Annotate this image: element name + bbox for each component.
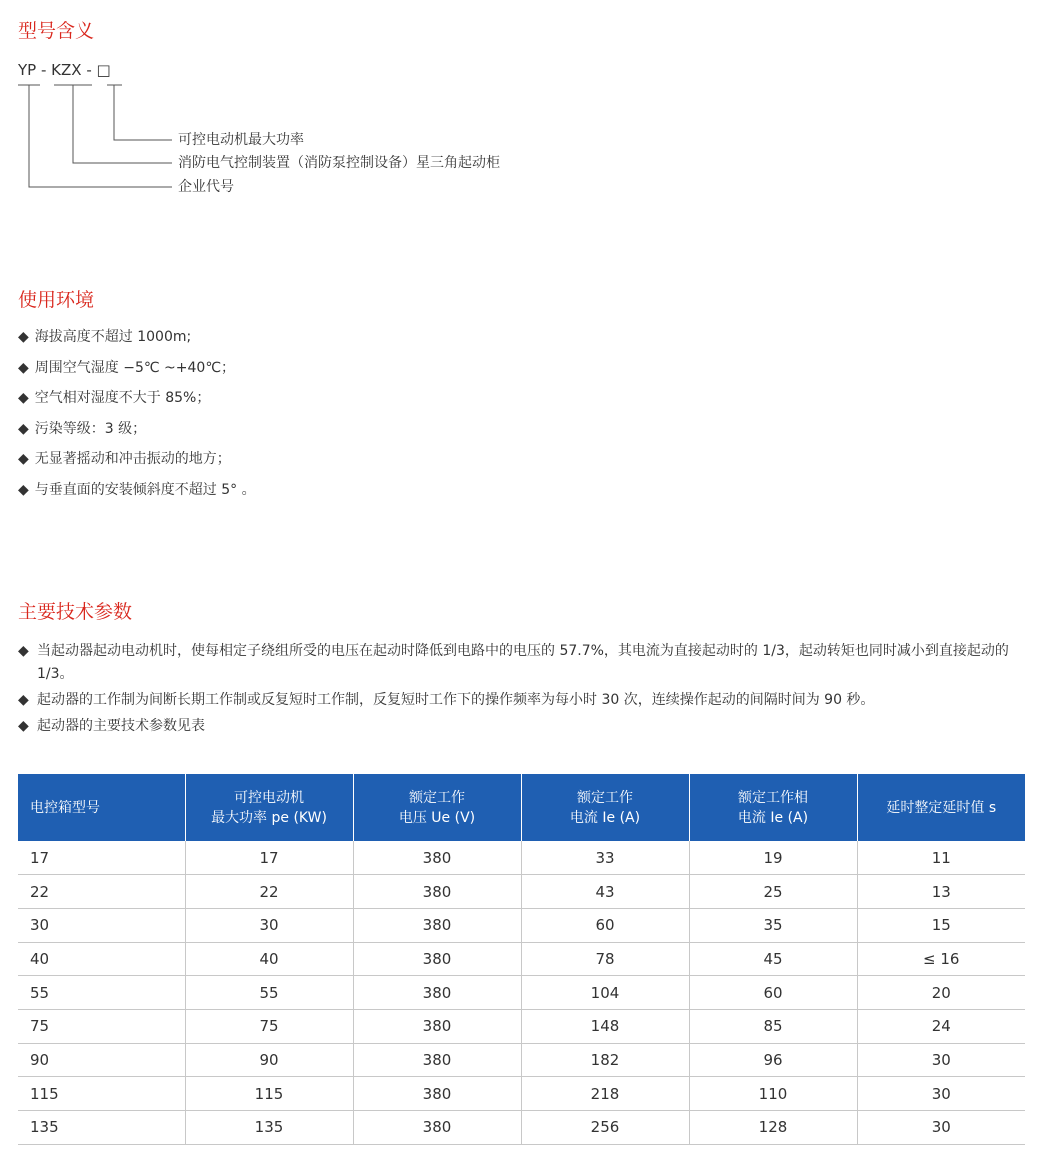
label-company-code: 企业代号 [178, 179, 234, 195]
environment-list [18, 328, 256, 511]
table-cell: 30 [857, 1077, 1025, 1111]
table-cell: 115 [185, 1077, 353, 1111]
model-code-diagram [0, 0, 1044, 240]
header-max-power [185, 774, 353, 841]
tech-params-list [18, 640, 1030, 741]
table-row [18, 908, 1025, 942]
list-item [18, 715, 1030, 738]
list-item [18, 359, 256, 390]
header-text: 电控箱型号 [30, 799, 100, 816]
table-body [18, 841, 1025, 1144]
table-cell: 135 [18, 1111, 185, 1145]
list-item-text: 空气相对湿度不大于 85%； [34, 390, 211, 406]
environment-title: 使用环境 [18, 289, 95, 311]
list-item-text: 周围空气湿度 −5℃ ~+40℃； [34, 359, 236, 376]
table-cell: 25 [689, 875, 857, 909]
list-item [18, 420, 256, 451]
table-row [18, 976, 1025, 1010]
table-cell: 11 [857, 841, 1025, 875]
header-text: 最大功率 pe (KW) [211, 809, 327, 826]
table-cell: 75 [18, 1009, 185, 1043]
table-cell: 128 [689, 1111, 857, 1145]
table-cell: 96 [689, 1043, 857, 1077]
list-item [18, 640, 1030, 686]
list-item [18, 481, 256, 512]
table-cell: 380 [353, 908, 521, 942]
bullet-icon: ◆ [18, 692, 29, 708]
header-text: 电流 Ie (A) [569, 809, 641, 826]
table-cell: 90 [185, 1043, 353, 1077]
table-cell: 19 [689, 841, 857, 875]
table-cell: 30 [857, 1043, 1025, 1077]
table-cell: 380 [353, 976, 521, 1010]
table-cell: 110 [689, 1077, 857, 1111]
header-text: 可控电动机 [234, 789, 304, 806]
bullet-icon: ◆ [18, 390, 29, 406]
table-cell: 218 [521, 1077, 689, 1111]
header-delay-setting [857, 774, 1025, 841]
header-text: 额定工作 [577, 789, 633, 806]
list-item-text: 污染等级：3 级； [34, 420, 147, 437]
table-cell: 17 [18, 841, 185, 875]
list-item-text: 起动器的工作制为间断长期工作制或反复短时工作制，反复短时工作下的操作频率为每小时 30 次，连续操作起动的间隔时间为 90 秒。 [37, 692, 875, 708]
table-row [18, 942, 1025, 976]
list-item-text: 海拔高度不超过 1000m; [34, 329, 192, 345]
table-cell: 40 [18, 942, 185, 976]
table-cell: 30 [185, 908, 353, 942]
model-code-part: - [36, 61, 52, 79]
table-cell: 256 [521, 1111, 689, 1145]
table-cell: 22 [185, 875, 353, 909]
table-cell: 35 [689, 908, 857, 942]
model-meaning-title: 型号含义 [18, 20, 95, 42]
header-text: 电流 Ie (A) [737, 809, 809, 826]
model-code-part: KZX [51, 61, 82, 79]
table-cell: 15 [857, 908, 1025, 942]
table-cell: 30 [18, 908, 185, 942]
header-rated-current [521, 774, 689, 841]
list-item [18, 389, 256, 420]
model-code-part: - [81, 61, 97, 79]
list-item-text: 与垂直面的安装倾斜度不超过 5° 。 [34, 481, 256, 498]
bullet-icon: ◆ [18, 481, 29, 498]
model-code-part: YP [18, 61, 37, 79]
table-cell: 104 [521, 976, 689, 1010]
table-header-row [18, 774, 1025, 841]
table-cell: 90 [18, 1043, 185, 1077]
header-text: 电压 Ue (V) [398, 809, 476, 826]
table-cell: 33 [521, 841, 689, 875]
table-cell: 148 [521, 1009, 689, 1043]
bullet-icon: ◆ [18, 359, 29, 376]
list-item-text: 无显著摇动和冲击振动的地方； [34, 451, 231, 467]
table-row [18, 1043, 1025, 1077]
tech-params-title: 主要技术参数 [18, 601, 133, 623]
leader-company [29, 85, 172, 187]
header-text: 额定工作 [409, 789, 465, 806]
leader-device [73, 85, 172, 163]
bullet-icon: ◆ [18, 329, 29, 345]
table-cell: 135 [185, 1111, 353, 1145]
table-cell: 85 [689, 1009, 857, 1043]
header-text: 延时整定延时值 s [886, 799, 997, 816]
bullet-icon: ◆ [18, 451, 29, 467]
table-cell: 380 [353, 1077, 521, 1111]
table-row [18, 841, 1025, 875]
table-cell: 78 [521, 942, 689, 976]
list-item-text: 当起动器起动电动机时，使每相定子绕组所受的电压在起动时降低到电路中的电压的 57.7%，其电流为直接起动时的 1/3，起动转矩也同时减小到直接起动的 1/3。 [37, 643, 1009, 682]
table-cell: 22 [18, 875, 185, 909]
table-cell: 45 [689, 942, 857, 976]
table-cell: 380 [353, 841, 521, 875]
list-item [18, 689, 1030, 712]
table-cell: 380 [353, 1111, 521, 1145]
table-row [18, 1077, 1025, 1111]
table-cell: 380 [353, 1009, 521, 1043]
table-cell: 30 [857, 1111, 1025, 1145]
table-cell: 75 [185, 1009, 353, 1043]
table-cell: 60 [689, 976, 857, 1010]
table-cell: 380 [353, 875, 521, 909]
list-item-text: 起动器的主要技术参数见表 [37, 718, 205, 734]
label-device-type: 消防电气控制装置（消防泵控制设备）星三角起动柜 [178, 155, 500, 171]
model-code [18, 61, 111, 79]
table-cell: 13 [857, 875, 1025, 909]
bullet-icon: ◆ [18, 643, 29, 659]
bullet-icon: ◆ [18, 420, 29, 437]
label-max-power: 可控电动机最大功率 [178, 132, 304, 148]
table-cell: 24 [857, 1009, 1025, 1043]
table-cell: 55 [185, 976, 353, 1010]
list-item [18, 450, 256, 481]
list-item [18, 328, 256, 359]
model-code-part: □ [96, 61, 111, 79]
table-cell: 55 [18, 976, 185, 1010]
table-cell: 380 [353, 942, 521, 976]
header-rated-phase-current [689, 774, 857, 841]
leader-power [114, 85, 172, 140]
header-rated-voltage [353, 774, 521, 841]
table-cell: 182 [521, 1043, 689, 1077]
table-cell: 115 [18, 1077, 185, 1111]
table-cell: 60 [521, 908, 689, 942]
table-row [18, 1111, 1025, 1145]
table-cell: ≤ 16 [857, 942, 1025, 976]
table-row [18, 875, 1025, 909]
table-cell: 20 [857, 976, 1025, 1010]
table-cell: 43 [521, 875, 689, 909]
table-cell: 40 [185, 942, 353, 976]
table-row [18, 1009, 1025, 1043]
header-cabinet-model [18, 774, 185, 841]
table-cell: 380 [353, 1043, 521, 1077]
table-cell: 17 [185, 841, 353, 875]
header-text: 额定工作相 [738, 789, 808, 806]
bullet-icon: ◆ [18, 718, 29, 734]
params-table [18, 774, 1025, 1145]
